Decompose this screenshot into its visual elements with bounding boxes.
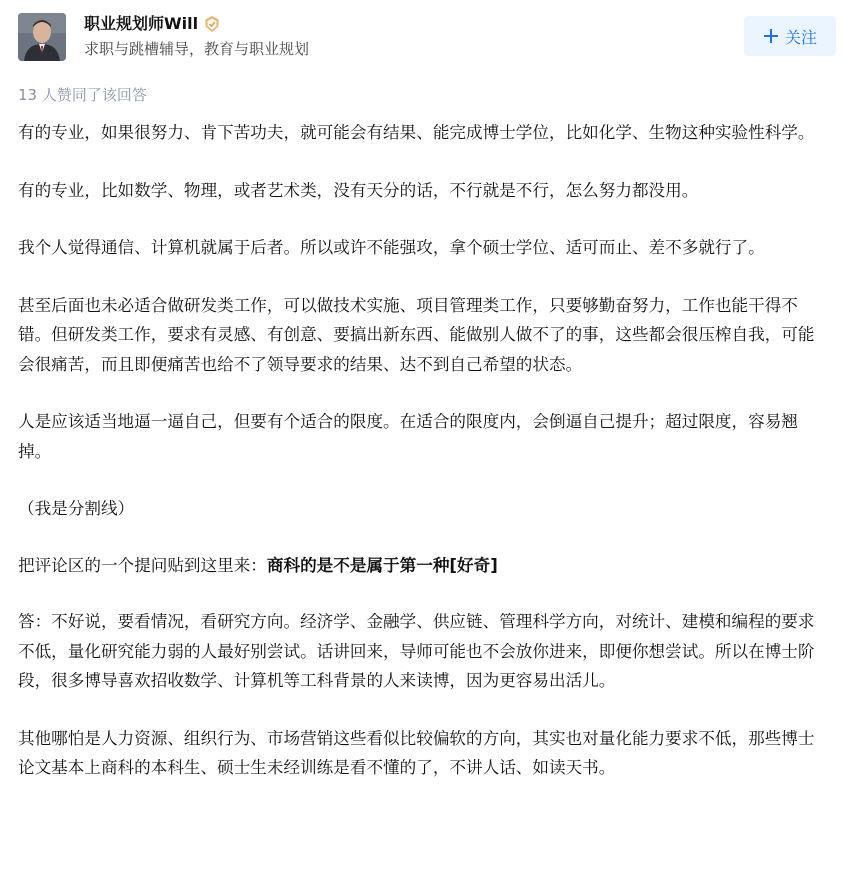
author-info (18, 13, 836, 63)
author-name[interactable]: 职业规划师Will (84, 14, 199, 33)
vote-count: 13 人赞同了该回答 (18, 86, 147, 104)
avatar-image (18, 13, 66, 61)
verified-badge-icon[interactable] (203, 15, 221, 33)
plus-icon (763, 28, 779, 44)
paragraph: 我个人觉得通信、计算机就属于后者。所以或许不能强攻，拿个硕士学位、适可而止、差不多就行了。 (18, 238, 765, 257)
author-headline: 求职与跳槽辅导，教育与职业规划 (84, 40, 310, 58)
follow-button-label: 关注 (784, 27, 817, 47)
paragraph: 有的专业，比如数学、物理，或者艺术类，没有天分的话，不行就是不行，怎么努力都没用。 (18, 180, 699, 200)
answer-content (18, 118, 830, 811)
author-name-row (84, 13, 221, 35)
question-prefix: 把评论区的一个提问贴到这里来： (18, 555, 267, 575)
paragraph: 有的专业，如果很努力、肯下苦功夫，就可能会有结果、能完成博士学位，比如化学、生物这种实验性科学。 (18, 123, 815, 142)
avatar[interactable] (18, 13, 66, 61)
answer-paragraph: 其他哪怕是人力资源、组织行为、市场营销这些看似比较偏软的方向，其实也对量化能力要求不低，那些博士论文基本上商科的本科生、硕士生未经训练是看不懂的了，不讲人话、如读天书。 (18, 728, 815, 777)
paragraph: 甚至后面也未必适合做研发类工作，可以做技术实施、项目管理类工作，只要够勤奋努力，工作也能干得不错。但研发类工作，要求有灵感、有创意、要搞出新东西、能做别人做不了的事，这些都会很压榨自我，可能会很痛苦，而且即便痛苦也给不了领导要求的结果、达不到自己希望的状态。 (18, 295, 815, 374)
follow-button[interactable] (744, 16, 836, 56)
answer-paragraph: 答：不好说，要看情况，看研究方向。经济学、金融学、供应链、管理科学方向，对统计、建模和编程的要求不低，量化研究能力弱的人最好别尝试。话讲回来，导师可能也不会放你进来，即便你想尝试。所以在博士阶段，很多博导喜欢招收数学、计算机等工科背景的人来读博，因为更容易出活儿。 (18, 612, 815, 690)
question-paragraph (18, 551, 830, 581)
question-bold: 商科的是不是属于第一种[好奇] (266, 555, 498, 575)
paragraph: 人是应该适当地逼一逼自己，但要有个适合的限度。在适合的限度内，会倒逼自己提升；超过限度，容易翘掉。 (18, 412, 798, 461)
separator-paragraph: （我是分割线） (18, 499, 135, 518)
